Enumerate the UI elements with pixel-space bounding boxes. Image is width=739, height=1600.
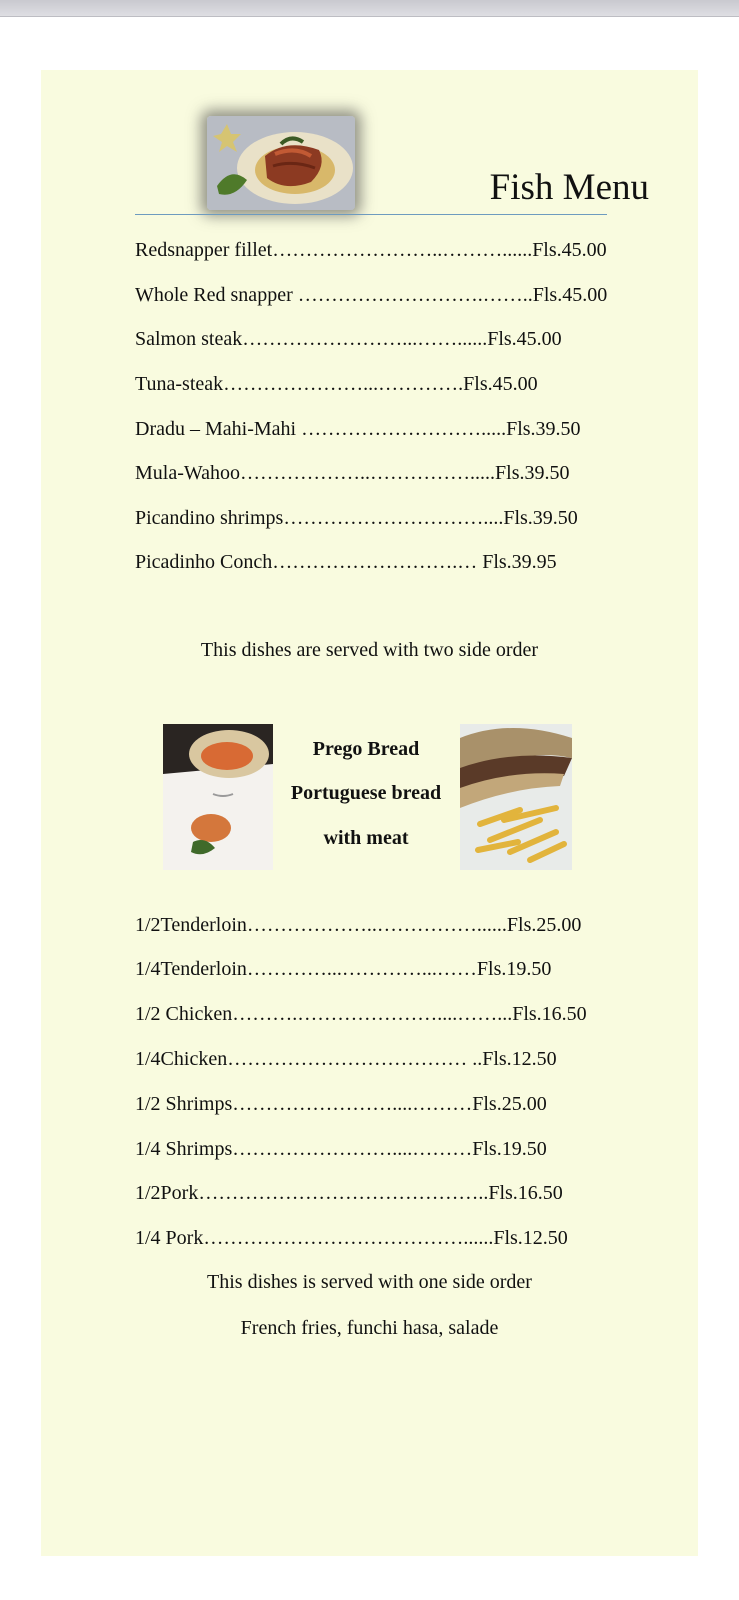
item-name: 1/4 Shrimps (135, 1138, 233, 1160)
item-leader: ………………………….... (283, 507, 504, 529)
meat-item (135, 957, 655, 981)
item-name: Mula-Wahoo (135, 462, 241, 484)
item-price: Fls.25.00 (472, 1093, 547, 1115)
item-name: Redsnapper fillet (135, 239, 273, 261)
meat-side-order-note: This dishes is served with one side order (207, 1271, 532, 1293)
item-name: 1/4Tenderloin (135, 958, 247, 980)
item-name: Picadinho Conch (135, 551, 273, 573)
item-leader: ……….…………………....……... (232, 1003, 513, 1025)
item-leader: ……………………….…….. (292, 284, 533, 306)
fish-item (135, 417, 655, 441)
item-price: Fls.45.00 (532, 239, 607, 261)
item-leader: …………………………………...... (203, 1227, 494, 1249)
item-price: Fls.19.50 (472, 1138, 547, 1160)
item-name: Picandino shrimps (135, 507, 284, 529)
fish-item (135, 283, 655, 307)
fish-item (135, 461, 655, 485)
item-price: Fls.25.00 (506, 914, 582, 936)
item-leader: ……………………….… (272, 551, 478, 573)
item-price: Fls.45.00 (532, 284, 608, 306)
item-leader: ……………………...……...... (242, 328, 488, 350)
fish-item (135, 506, 655, 530)
item-leader: ………………..……………..... (240, 462, 496, 484)
item-price: Fls.16.50 (488, 1182, 563, 1204)
title-divider (135, 214, 607, 215)
prego-title: Prego Bread (312, 738, 420, 760)
item-price: Fls.39.50 (503, 507, 578, 529)
item-leader: …………………………………….. (198, 1182, 489, 1204)
item-leader: ……………………....……… (232, 1093, 473, 1115)
fish-item (135, 550, 655, 574)
top-status-bar (0, 0, 739, 17)
fish-dish-illustration (207, 116, 355, 210)
item-name: Salmon steak (135, 328, 243, 350)
fish-item (135, 372, 655, 396)
item-price: Fls.39.50 (495, 462, 570, 484)
item-name: 1/4Chicken (135, 1048, 228, 1070)
prego-bread-illustration (460, 724, 572, 870)
item-price: Fls.16.50 (512, 1003, 587, 1025)
item-name: 1/2 Chicken (135, 1003, 233, 1025)
item-price: Fls.39.95 (477, 551, 557, 573)
item-leader: ……………………..………...... (272, 239, 533, 261)
meat-item (135, 1226, 655, 1250)
side-order-options: French fries, funchi hasa, salade (240, 1317, 499, 1339)
meat-item (135, 1137, 655, 1161)
menu-page (41, 70, 698, 1556)
item-leader: …………...…………...…… (246, 958, 477, 980)
item-price: Fls.45.00 (463, 373, 538, 395)
prego-subtitle: Portuguese bread (290, 782, 442, 804)
item-leader: ………………..……………...... (246, 914, 507, 936)
item-price: Fls.45.00 (487, 328, 562, 350)
item-price: Fls.12.50 (493, 1227, 568, 1249)
item-price: Fls.39.50 (506, 418, 581, 440)
item-price: Fls.19.50 (476, 958, 552, 980)
meat-item (135, 1002, 655, 1026)
fish-item (135, 238, 655, 262)
item-leader: ………………………..... (296, 418, 507, 440)
item-price: Fls.12.50 (482, 1048, 557, 1070)
item-name: Dradu – Mahi-Mahi (135, 418, 297, 440)
page-title: Fish Menu (489, 167, 649, 208)
meat-item (135, 1181, 655, 1205)
item-name: 1/2Pork (135, 1182, 199, 1204)
item-name: Tuna-steak (135, 373, 224, 395)
item-leader: ……………………………… .. (227, 1048, 483, 1070)
meat-item (135, 913, 655, 937)
shrimp-dish-photo (163, 724, 273, 870)
shrimp-dish-illustration (163, 724, 273, 870)
fish-side-order-note: This dishes are served with two side order (200, 639, 539, 661)
item-name: 1/4 Pork (135, 1227, 204, 1249)
prego-description: with meat (323, 827, 409, 849)
fish-dish-photo (207, 116, 355, 210)
prego-bread-photo (460, 724, 572, 870)
item-name: Whole Red snapper (135, 284, 293, 306)
fish-item (135, 327, 655, 351)
item-name: 1/2 Shrimps (135, 1093, 233, 1115)
meat-item (135, 1092, 655, 1116)
item-name: 1/2Tenderloin (135, 914, 247, 936)
item-leader: …………………...…………. (223, 373, 464, 395)
meat-item (135, 1047, 655, 1071)
item-leader: ……………………....……… (232, 1138, 473, 1160)
